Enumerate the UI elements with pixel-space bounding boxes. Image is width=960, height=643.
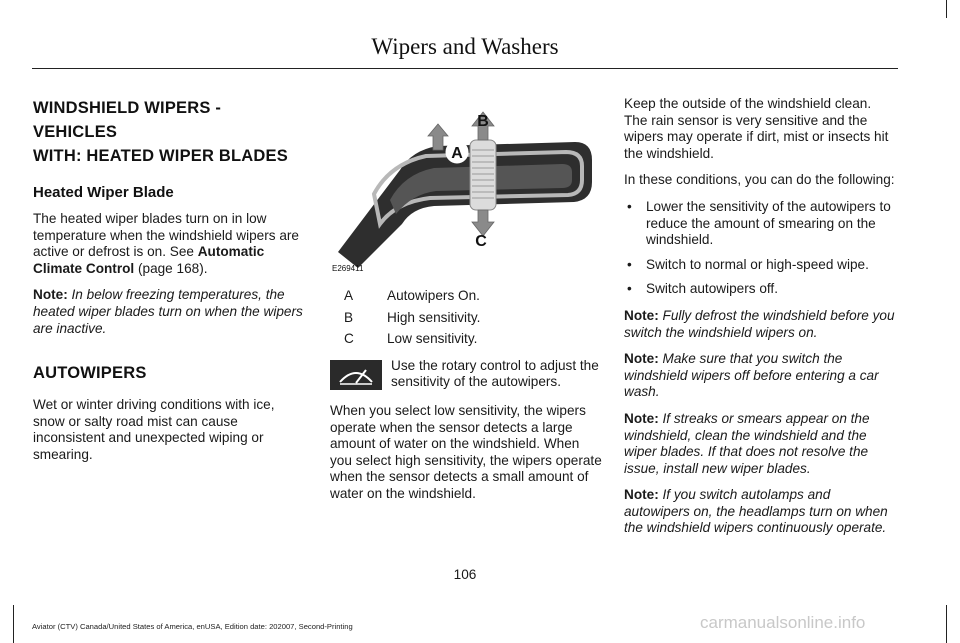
section-title-wipers xyxy=(33,96,308,168)
wiper-stalk-illustration xyxy=(330,100,605,280)
note-streaks xyxy=(624,411,896,477)
legend-row xyxy=(330,288,605,305)
paragraph-text: The heated wiper blades turn on in low temperature when the windshield wipers are active or defrost is on. See xyxy=(33,211,299,260)
page-header-title: Wipers and Washers xyxy=(371,34,559,59)
wiper-stalk-figure xyxy=(330,100,605,280)
legend-row xyxy=(330,310,605,327)
note-text: If you switch autolamps and autowipers on, the headlamps turn on when the windshield wipers continuously operate. xyxy=(624,487,888,536)
figure-label-c: C xyxy=(475,233,487,250)
paragraph-heated-blades xyxy=(33,211,308,277)
note-freezing xyxy=(33,287,308,337)
paragraph-conditions: In these conditions, you can do the following: xyxy=(624,172,895,188)
bullet-list xyxy=(624,199,896,298)
note-text: In below freezing temperatures, the heated wiper blades turn on when the wipers are inactive. xyxy=(33,287,303,336)
windshield-wiper-icon xyxy=(330,360,382,390)
crop-mark xyxy=(946,605,947,643)
legend-key: B xyxy=(344,309,354,325)
legend-text: High sensitivity. xyxy=(387,309,481,325)
note-label: Note: xyxy=(624,351,659,367)
paragraph-text-page-ref: (page 168). xyxy=(134,260,208,276)
list-item: • Lower the sensitivity of the autowipers to reduce the amount of smearing on the windshield. xyxy=(624,199,896,249)
watermark: carmanualsonline.info xyxy=(700,613,866,632)
subtitle-heated-wiper-blade: Heated Wiper Blade xyxy=(33,184,174,201)
footer-edition-info: Aviator (CTV) Canada/United States of America, enUSA, Edition date: 202007, Second-Printing xyxy=(32,622,353,631)
legend-text: Autowipers On. xyxy=(387,288,480,303)
note-label: Note: xyxy=(624,307,659,323)
note-car-wash xyxy=(624,351,896,401)
link-automatic-climate-control[interactable]: Automatic Climate Control xyxy=(33,244,265,276)
header-rule xyxy=(32,68,898,69)
legend-key: A xyxy=(344,288,354,303)
column-left xyxy=(33,96,308,474)
note-label: Note: xyxy=(624,487,659,503)
section-title-line1: WINDSHIELD WIPERS - VEHICLES xyxy=(33,99,222,141)
figure-code: E269411 xyxy=(332,264,364,273)
note-label: Note: xyxy=(624,410,659,426)
paragraph-keep-clean: Keep the outside of the windshield clean. The rain sensor is very sensitive and the wipers may operate if dirt, mist or insects hit the windshield. xyxy=(624,96,889,161)
figure-label-b: B xyxy=(477,113,489,130)
crop-mark xyxy=(13,605,14,643)
rotary-control-callout xyxy=(330,358,605,391)
note-autolamps xyxy=(624,487,896,537)
note-label: Note: xyxy=(33,287,68,303)
note-text: If streaks or smears appear on the windshield, clean the windshield and the wiper blades. If that does not resolve the issue, install new wiper blades. xyxy=(624,410,870,476)
column-right xyxy=(624,96,896,547)
figure-legend xyxy=(330,288,605,348)
list-item: • Switch autowipers off. xyxy=(624,281,896,298)
page-number: 106 xyxy=(453,567,477,582)
section-title-line2: WITH: HEATED WIPER BLADES xyxy=(33,147,288,165)
column-middle xyxy=(330,100,605,513)
paragraph-autowipers: Wet or winter driving conditions with ice, snow or salty road mist can cause inconsistent and unexpected wiping or smearing. xyxy=(33,397,275,462)
legend-row xyxy=(330,331,605,348)
note-text: Make sure that you switch the windshield wipers off before entering a car wash. xyxy=(624,351,879,400)
callout-text: Use the rotary control to adjust the sensitivity of the autowipers. xyxy=(391,357,599,390)
list-item: • Switch to normal or high-speed wipe. xyxy=(624,257,896,274)
section-title-autowipers: AUTOWIPERS xyxy=(33,364,147,383)
crop-mark xyxy=(946,0,947,18)
figure-label-a: A xyxy=(451,145,463,162)
legend-key: C xyxy=(344,331,354,347)
paragraph-sensitivity: When you select low sensitivity, the wipers operate when the sensor detects a large amount of water on the windshield. When you select high sensitivity, the wipers operate when the sensor detects a small amount of water on the windshield. xyxy=(330,402,602,501)
note-text: Fully defrost the windshield before you switch the windshield wipers on. xyxy=(624,307,895,340)
legend-text: Low sensitivity. xyxy=(387,331,478,347)
note-defrost xyxy=(624,308,896,341)
